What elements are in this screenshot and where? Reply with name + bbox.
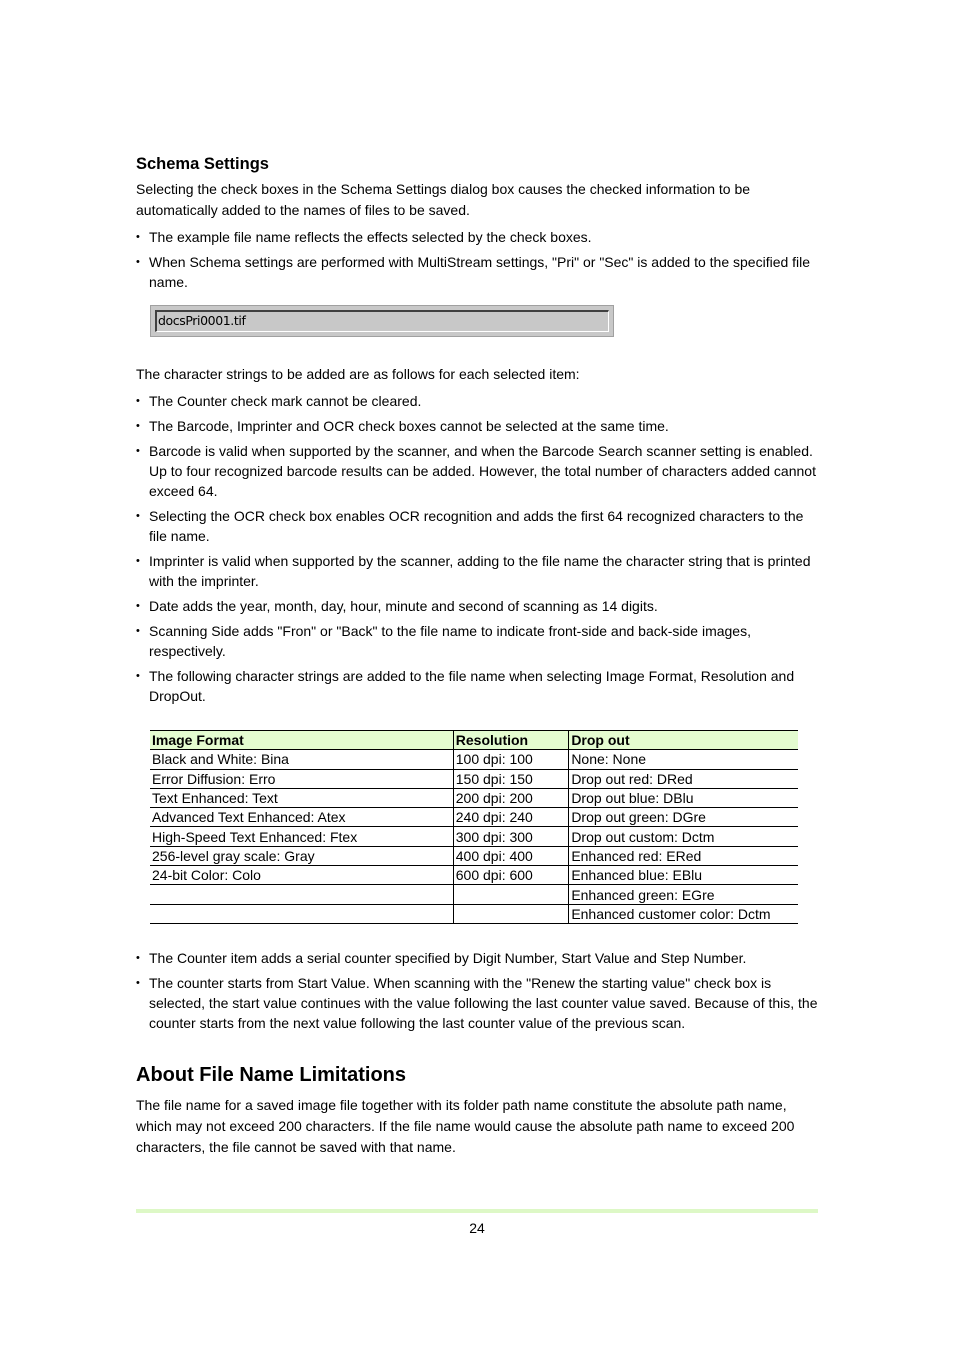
table-cell — [150, 904, 453, 923]
list-item: • Barcode is valid when supported by the scanner, and when the Barcode Search scanner setting is enabled. Up to four recognized barcode results can be added. However, the total number of characters added cannot exceed 64. — [136, 441, 818, 501]
schema-intro-paragraph: Selecting the check boxes in the Schema Settings dialog box causes the checked information to be automatically added to the names of files to be saved. — [136, 181, 751, 218]
limitations-paragraph: The file name for a saved image file together with its folder path name constitute the absolute path name, which may not exceed 200 characters. If the file name would cause the absolute path name to exceed 200 characters, the file cannot be saved with that name. — [136, 1097, 795, 1155]
format-resolution-dropout-table — [150, 730, 798, 924]
table-row — [150, 769, 798, 788]
table-cell: None: None — [569, 750, 798, 769]
table-cell: Drop out custom: Dctm — [569, 827, 798, 846]
table-row — [150, 885, 798, 904]
table-cell: Enhanced green: EGre — [569, 885, 798, 904]
table-row — [150, 904, 798, 923]
example-filename-field: docsPri0001.tif — [155, 310, 609, 332]
table-cell: Drop out green: DGre — [569, 808, 798, 827]
table-cell: 240 dpi: 240 — [453, 808, 569, 827]
table-cell: Enhanced blue: EBlu — [569, 866, 798, 885]
table-row — [150, 788, 798, 807]
schema-settings-heading: Schema Settings — [136, 155, 269, 173]
table-row — [150, 750, 798, 769]
table-row — [150, 866, 798, 885]
table-cell — [150, 885, 453, 904]
table-cell: 400 dpi: 400 — [453, 846, 569, 865]
counter-notes-list — [136, 948, 818, 1038]
table-header-row — [150, 731, 798, 750]
column-header-resolution: Resolution — [453, 731, 569, 750]
list-item: • Selecting the OCR check box enables OCR recognition and adds the first 64 recognized characters to the file name. — [136, 506, 818, 546]
page-number: 24 — [469, 1220, 485, 1236]
list-item: • Date adds the year, month, day, hour, minute and second of scanning as 14 digits. — [136, 596, 818, 616]
table-cell: Drop out red: DRed — [569, 769, 798, 788]
list-item: • When Schema settings are performed with MultiStream settings, "Pri" or "Sec" is added to the specified file name. — [136, 252, 818, 292]
list-item: • The counter starts from Start Value. When scanning with the "Renew the starting value" check box is selected, the start value continues with the value following the last counter value saved. Because of this, the counter starts from the next value following the last counter value of the previous scan. — [136, 973, 818, 1033]
list-item: • The example file name reflects the effects selected by the check boxes. — [136, 227, 818, 247]
table-cell — [453, 885, 569, 904]
table-cell: Black and White: Bina — [150, 750, 453, 769]
character-strings-list — [136, 391, 818, 711]
table-row — [150, 808, 798, 827]
list-item: • Imprinter is valid when supported by the scanner, adding to the file name the character string that is printed with the imprinter. — [136, 551, 818, 591]
footer-rule — [136, 1209, 818, 1213]
table-cell: Enhanced red: ERed — [569, 846, 798, 865]
column-header-image-format: Image Format — [150, 731, 453, 750]
table-cell: 200 dpi: 200 — [453, 788, 569, 807]
table-row — [150, 846, 798, 865]
list-item: • The Barcode, Imprinter and OCR check boxes cannot be selected at the same time. — [136, 416, 818, 436]
table-cell: Text Enhanced: Text — [150, 788, 453, 807]
table-cell: Advanced Text Enhanced: Atex — [150, 808, 453, 827]
table-cell: 24-bit Color: Colo — [150, 866, 453, 885]
column-header-drop-out: Drop out — [569, 731, 798, 750]
list-item: • The Counter check mark cannot be cleared. — [136, 391, 818, 411]
table-row — [150, 827, 798, 846]
table-cell: 150 dpi: 150 — [453, 769, 569, 788]
table-cell: 600 dpi: 600 — [453, 866, 569, 885]
example-filename-screenshot — [150, 305, 614, 337]
file-name-limitations-heading: About File Name Limitations — [136, 1064, 407, 1086]
table-cell — [453, 904, 569, 923]
list-item: • The Counter item adds a serial counter specified by Digit Number, Start Value and Step Number. — [136, 948, 818, 968]
table-cell: 256-level gray scale: Gray — [150, 846, 453, 865]
table-cell: High-Speed Text Enhanced: Ftex — [150, 827, 453, 846]
table-cell: Error Diffusion: Erro — [150, 769, 453, 788]
table-cell: 100 dpi: 100 — [453, 750, 569, 769]
table-cell: Drop out blue: DBlu — [569, 788, 798, 807]
strings-intro-paragraph: The character strings to be added are as follows for each selected item: — [136, 366, 580, 382]
table-cell: Enhanced customer color: Dctm — [569, 904, 798, 923]
schema-notes-list — [136, 227, 818, 297]
list-item: • The following character strings are added to the file name when selecting Image Format, Resolution and DropOut. — [136, 666, 818, 706]
list-item: • Scanning Side adds "Fron" or "Back" to the file name to indicate front-side and back-side images, respectively. — [136, 621, 818, 661]
table-cell: 300 dpi: 300 — [453, 827, 569, 846]
